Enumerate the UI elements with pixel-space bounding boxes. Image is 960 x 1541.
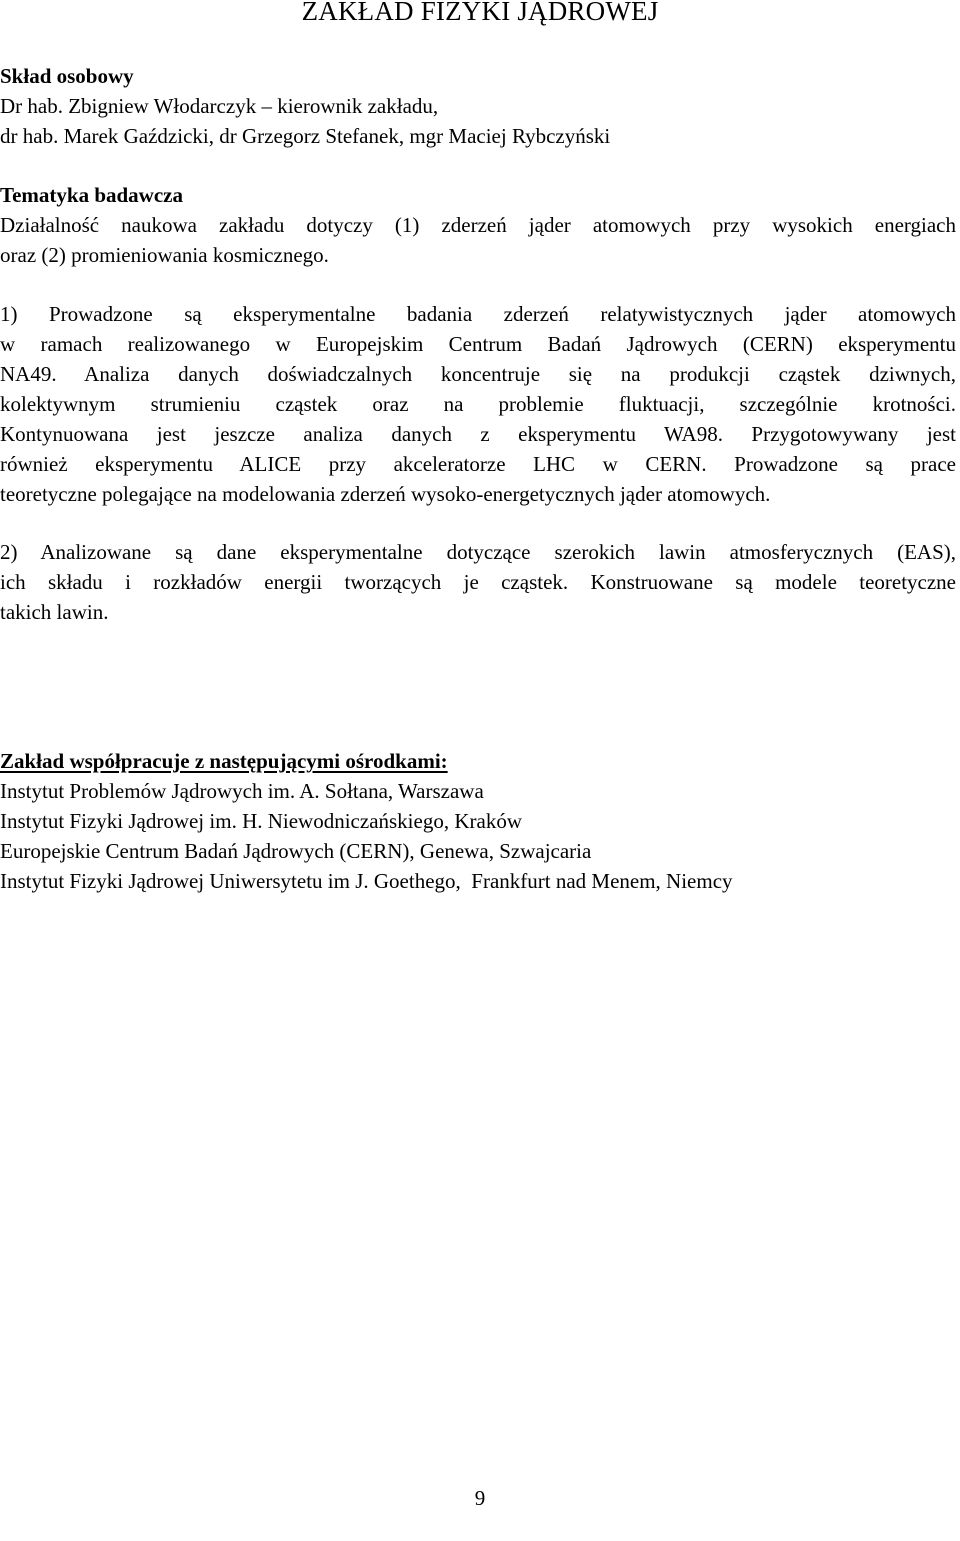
cooperation-heading: Zakład współpracuje z następującymi ośrodkami: [0, 749, 448, 773]
cooperation-item: Instytut Fizyki Jądrowej Uniwersytetu im J. Goethego, Frankfurt nad Menem, Niemcy [0, 869, 733, 893]
paragraph-line: NA49. Analiza danych doświadczalnych koncentruje się na produkcji cząstek dziwnych, [0, 362, 956, 386]
page-number: 9 [474, 1486, 486, 1510]
staff-line: dr hab. Marek Gaździcki, dr Grzegorz Stefanek, mgr Maciej Rybczyński [0, 124, 611, 148]
paragraph-line: takich lawin. [0, 600, 109, 624]
staff-line: Dr hab. Zbigniew Włodarczyk – kierownik zakładu, [0, 94, 439, 118]
cooperation-section [0, 746, 956, 896]
cooperation-item: Europejskie Centrum Badań Jądrowych (CERN), Genewa, Szwajcaria [0, 839, 592, 863]
paragraph-line: również eksperymentu ALICE przy akceleratorze LHC w CERN. Prowadzone są prace [0, 452, 956, 476]
research-paragraph-1 [0, 299, 956, 509]
cooperation-item: Instytut Fizyki Jądrowej im. H. Niewodniczańskiego, Kraków [0, 809, 522, 833]
page-title: ZAKŁAD FIZYKI JĄDROWEJ [301, 0, 659, 26]
paragraph-line: 2) Analizowane są dane eksperymentalne dotyczące szerokich lawin atmosferycznych (EAS), [0, 540, 956, 564]
paragraph-line: ich składu i rozkładów energii tworzących je cząstek. Konstruowane są modele teoretyczne [0, 570, 956, 594]
research-heading: Tematyka badawcza [0, 183, 183, 207]
research-intro-line: Działalność naukowa zakładu dotyczy (1) zderzeń jąder atomowych przy wysokich energiach [0, 213, 956, 237]
paragraph-line: w ramach realizowanego w Europejskim Centrum Badań Jądrowych (CERN) eksperymentu [0, 332, 956, 356]
staff-heading: Skład osobowy [0, 64, 134, 88]
paragraph-line: Kontynuowana jest jeszcze analiza danych z eksperymentu WA98. Przygotowywany jest [0, 422, 956, 446]
cooperation-item: Instytut Problemów Jądrowych im. A. Sołtana, Warszawa [0, 779, 484, 803]
paragraph-line: teoretyczne polegające na modelowania zderzeń wysoko-energetycznych jąder atomowych. [0, 482, 771, 506]
research-intro-line: oraz (2) promieniowania kosmicznego. [0, 243, 329, 267]
research-paragraph-2 [0, 537, 956, 627]
paragraph-line: kolektywnym strumieniu cząstek oraz na problemie fluktuacji, szczególnie krotności. [0, 392, 956, 416]
paragraph-line: 1) Prowadzone są eksperymentalne badania zderzeń relatywistycznych jąder atomowych [0, 302, 956, 326]
staff-section [0, 61, 956, 151]
research-section [0, 180, 956, 270]
